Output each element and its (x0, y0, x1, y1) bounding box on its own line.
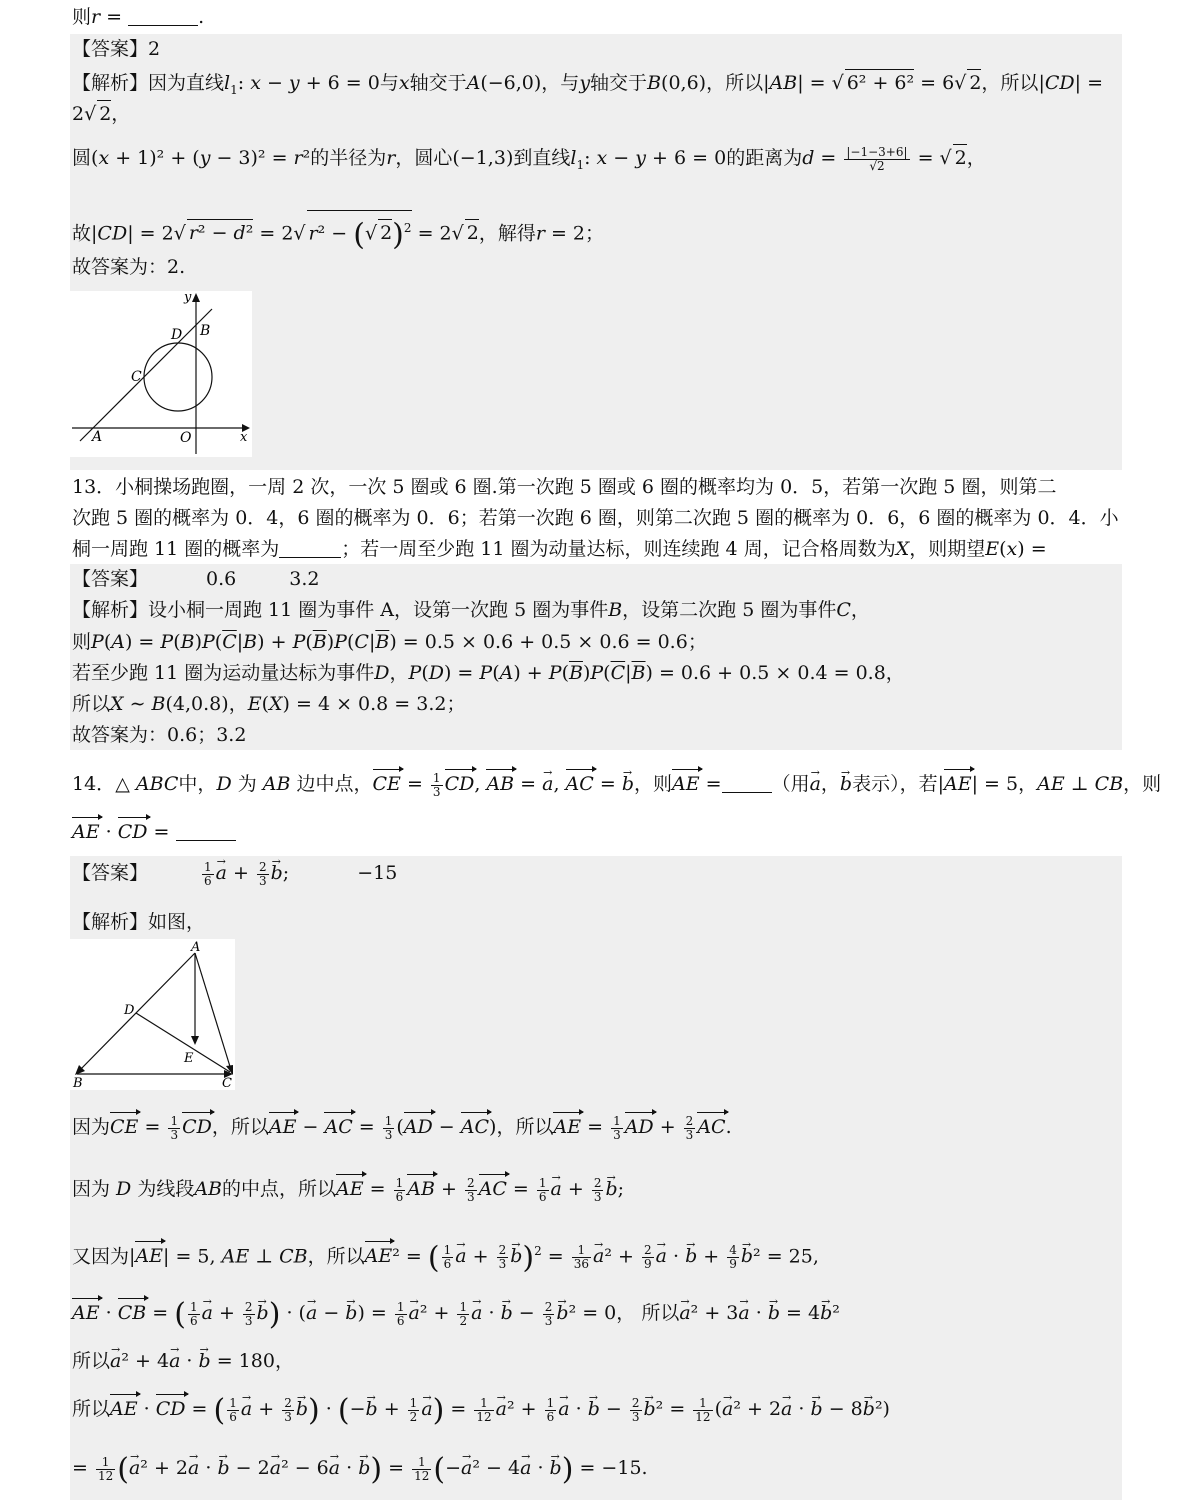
q12-blank-line: 则r = . (72, 6, 205, 28)
answer-blank (279, 539, 341, 558)
q14-answer: 【答案】 $\frac{1}{6}$ → a + $\frac{2}{3}$ → b; −15 (72, 860, 397, 888)
q13-final: 故答案为：0.6；3.2 (72, 724, 247, 746)
q13-answer: 【答案】 0.6 3.2 (72, 568, 320, 590)
answer-blank (722, 774, 772, 793)
q12-analysis-line3: 圆(x + 1)² + (y − 3)² = r²的半径为r，圆心(−1,3)到直线$l_1$: x − y + 6 = 0的距离为d = $\frac{|-1-3+6|}{√2}$ = √ 2， (72, 144, 986, 173)
circle-line-figure (70, 291, 252, 457)
analysis-label: 【解析】 (72, 599, 149, 621)
analysis-label: 【解析】 (72, 72, 149, 94)
q12-analysis-line2: 2√ 2， (72, 100, 130, 127)
q14-analysis-intro: 【解析】如图， (72, 911, 206, 933)
answer-label: 【答案】 (72, 568, 149, 590)
q12-analysis-line4: 故|CD| = 2√ r² − d² = 2√ r² − (√ 2)$^2$ = 2√ 2，解得r = 2； (72, 210, 604, 248)
label-y: y (184, 291, 192, 305)
q14-step4: AE · CB = ( $\frac{1}{6}$ → a + $\frac{2}{3}$ → b) · (→ a − → b) = $\frac{1}{6}$ → a² + $\frac{1}{2}$ → a · → b − $\frac{2}{3}$ → b² = 0， 所以→ a² + 3→ a · → b = 4→ b² (72, 1297, 840, 1328)
answer-blank (128, 7, 198, 26)
q12-answer: 【答案】2 (72, 38, 161, 60)
q14-step2: 因为 D 为线段AB的中点，所以AE = $\frac{1}{6}$ AB + $\frac{2}{3}$ AC = $\frac{1}{6}$ → a + $\frac{2}{3}$ → b; (72, 1173, 624, 1204)
answer-blank (176, 822, 236, 841)
answer-label: 【答案】 (72, 38, 149, 60)
label-D: D (171, 327, 183, 343)
q13-analysis-line4: 所以X ∼ B(4,0.8)，E(X) = 4 × 0.8 = 3.2； (72, 693, 466, 715)
q14-step7: = $\frac{1}{12}$ (→ a² + 2→ a · → b − 2→ a² − 6→ a · → b) = $\frac{1}{12}$ (−→ a² − 4→ a · → b) = −15. (72, 1455, 648, 1483)
label-A: A (191, 940, 201, 955)
label-E: E (184, 1051, 194, 1066)
q14-step6: 所以AE · CD = ( $\frac{1}{6}$ → a + $\frac{2}{3}$ → b) · (−→ b + $\frac{1}{2}$ → a) = $\frac{1}{12}$ → a² + $\frac{1}{6}$ → a · → b − $\frac{2}{3}$ → b² = $\frac{1}{12}$ (→ a² + 2→ a · → b − 8→ b²) (72, 1393, 890, 1424)
circle-line-svg (70, 291, 252, 457)
label-B: B (73, 1076, 83, 1090)
label-C: C (131, 369, 142, 385)
q14-question-line1: 14．△ ABC中，D 为 AB 边中点，CE = $\frac{1}{3}$ CD, AB = → a, AC = → b，则AE = （用→ a，→ b表示），若|AE| = 5，AE ⊥ CB，则 (72, 768, 1161, 799)
line-l1 (80, 309, 212, 441)
answer-label: 【答案】 (72, 862, 149, 884)
label-B: B (200, 323, 211, 339)
label-A: A (92, 429, 103, 445)
q13-question-line1: 13．小桐操场跑圈，一周 2 次，一次 5 圈或 6 圈.第一次跑 5 圈或 6 圈的概率均为 0．5，若第一次跑 5 圈，则第二 (72, 476, 1057, 498)
label-D: D (124, 1003, 135, 1018)
q14-step1: 因为CE = $\frac{1}{3}$ CD，所以AE − AC = $\frac{1}{3}$ (AD − AC)，所以AE = $\frac{1}{3}$ AD + $\frac{2}{3}$ AC. (72, 1111, 732, 1142)
q12-analysis-line1: 【解析】因为直线$l_1$: x − y + 6 = 0与x轴交于A(−6,0)，与y轴交于B(0,6)，所以|AB| = √ 6² + 6² = 6√ 2，所以|CD| = (72, 69, 1103, 103)
triangle-figure (70, 939, 235, 1090)
label-x: x (240, 430, 248, 445)
q14-step5: 所以→ a² + 4→ a · → b = 180， (72, 1348, 294, 1374)
q14-step3: 又因为|AE| = 5, AE ⊥ CB，所以AE² = ( $\frac{1}{6}$ → a + $\frac{2}{3}$ → b)$^2$ = $\frac{1}{36}$ → a² + $\frac{2}{9}$ → a · → b + $\frac{4}{9}$ → b² = 25, (72, 1238, 819, 1271)
q13-question-line2: 次跑 5 圈的概率为 0．4，6 圈的概率为 0．6；若第一次跑 6 圈，则第二次跑 5 圈的概率为 0．6，6 圈的概率为 0．4．小 (72, 507, 1119, 529)
q13-analysis-line2: 则$P(A) = P(B)P(\overline{C}|B) + P(\overline{B})P(C|\overline{B}) = 0.5 \times 0.6 + 0.5 \times 0.6 = 0.6$； (72, 631, 707, 653)
analysis-label: 【解析】 (72, 911, 149, 933)
arrow-E (191, 1036, 199, 1045)
label-O: O (180, 430, 192, 446)
label-C: C (222, 1076, 232, 1090)
q14-question-line2: AE · CD = (72, 816, 236, 845)
q13-question-line3: 桐一周跑 11 圈的概率为 ；若一周至少跑 11 圈为动量达标，则连续跑 4 周，记合格周数为X，则期望E(x) = (72, 538, 1047, 560)
side-AC (195, 953, 232, 1073)
q13-analysis-line1: 【解析】设小桐一周跑 11 圈为事件 A，设第一次跑 5 圈为事件B，设第二次跑 5 圈为事件C， (72, 599, 870, 621)
circle (144, 343, 212, 411)
triangle-svg (70, 939, 235, 1090)
y-axis-arrow (192, 293, 200, 302)
q13-analysis-line3: 若至少跑 11 圈为运动量达标为事件D，$P(D) = P(A) + P(\overline{B})P(\overline{C}|\overline{B}) = 0.6 + 0.5 \times 0.4 = 0.8$， (72, 662, 905, 684)
q12-final: 故答案为：2. (72, 256, 186, 278)
